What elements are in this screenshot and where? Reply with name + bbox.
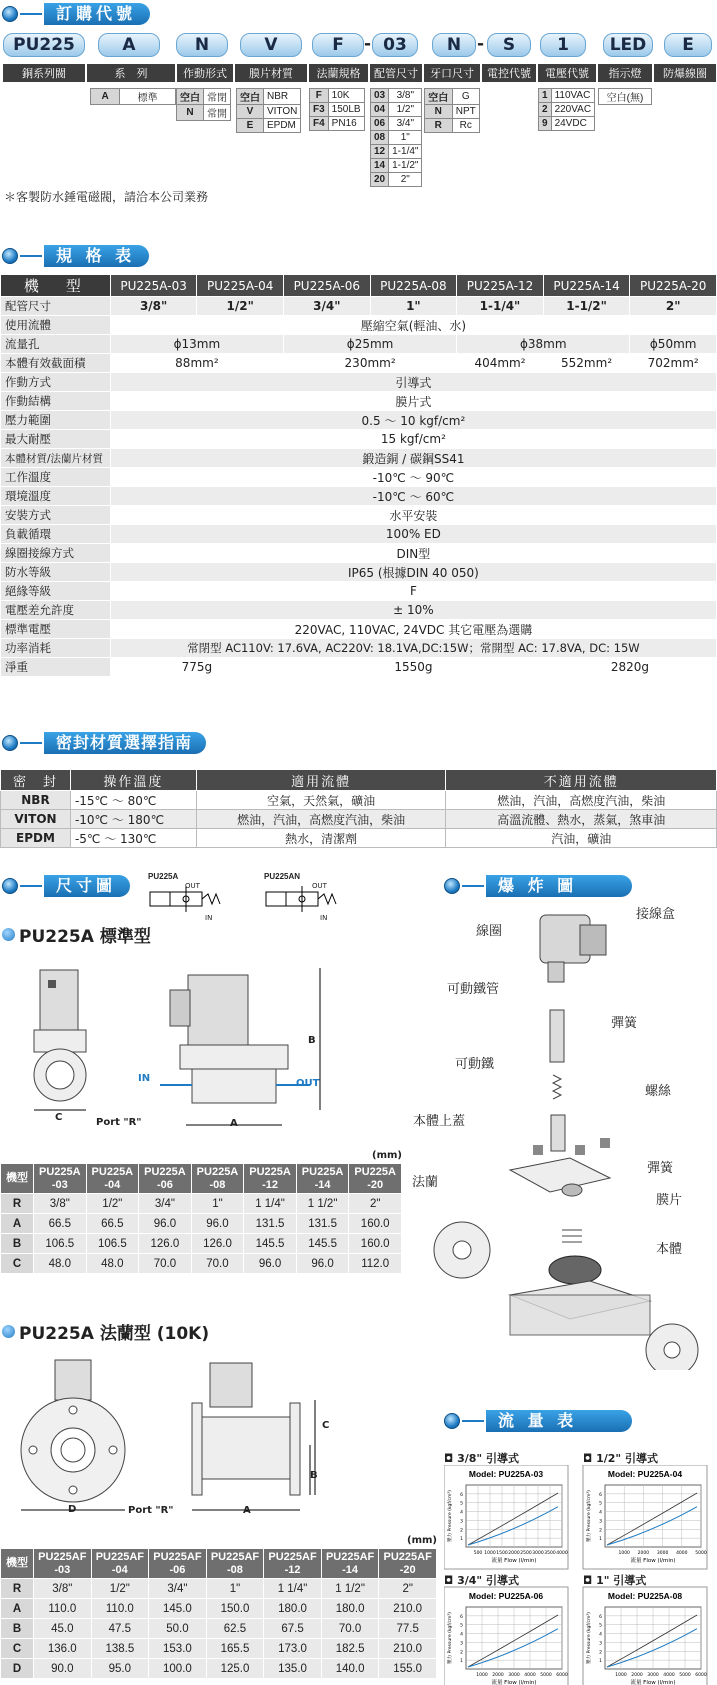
code-pipe: 03 (372, 33, 418, 57)
flow-xtick: 3500 (544, 1551, 556, 1556)
flow-ytick: 3 (599, 1641, 602, 1647)
flow-ytick: 6 (460, 1492, 463, 1498)
dimension-section-header (2, 875, 130, 897)
flow-chart-2-heading: ◘ 1/2" 引導式 (583, 1452, 658, 1465)
code-series: A (98, 33, 160, 57)
hdr-flange: 法蘭規格 (309, 64, 368, 82)
flow-xtick: 2500 (520, 1551, 532, 1556)
hdr-pipe: 配管尺寸 (370, 64, 422, 82)
bullet-icon (2, 1325, 15, 1338)
option-voltage: 1 110VAC 2 220VAC 9 24VDC (538, 88, 595, 131)
flow-chart-4-heading: ◘ 1" 引導式 (583, 1574, 647, 1587)
flow-xtick: 6000 (695, 1673, 707, 1678)
flow-ylabel: 壓力 Pressure (kgf/cm²) (587, 1490, 592, 1542)
symbol-label-an: PU225AN (264, 872, 301, 881)
flow-title: 流 量 表 (486, 1410, 632, 1432)
code-thread: N (432, 33, 476, 57)
hdr-action: 作動形式 (177, 64, 233, 82)
flow-ytick: 1 (460, 1537, 463, 1543)
flow-xtick: 5000 (540, 1673, 552, 1678)
flow-xtick: 4000 (556, 1551, 568, 1556)
code-led: LED (603, 33, 653, 57)
order-title: 訂購代號 (44, 3, 150, 25)
flow-ytick: 6 (460, 1614, 463, 1620)
bullet-icon (2, 248, 18, 264)
hdr-voltage: 電壓代號 (538, 64, 596, 82)
code-series-base: PU225 (3, 33, 85, 57)
hdr-led: 指示燈 (598, 64, 652, 82)
exploded-view-drawing (410, 900, 717, 1370)
bullet-icon (2, 878, 18, 894)
flow-xtick: 5000 (695, 1551, 707, 1556)
flow-ylabel: 壓力 Pressure (kgf/cm²) (448, 1490, 453, 1542)
flow-ytick: 5 (460, 1623, 463, 1629)
flow-ytick: 1 (460, 1659, 463, 1665)
flow-ytick: 6 (599, 1614, 602, 1620)
code-control: S (487, 33, 531, 57)
hdr-explosion: 防爆線圈 (654, 64, 716, 82)
option-pipe: 03 3/8" 04 1/2" 06 3/4" 08 1" 12 1-1/4" 14 1-1/2" 20 2" (370, 88, 422, 187)
flow-xtick: 5000 (679, 1673, 691, 1678)
flow-ytick: 2 (460, 1528, 463, 1534)
flow-ytick: 5 (460, 1501, 463, 1507)
flow-xtick: 2000 (631, 1673, 643, 1678)
spec-table: 機 型 PU225A-03 PU225A-04 PU225A-06 PU225A-08 PU225A-12 PU225A-14 PU225A-20 配管尺寸 3/8" 1/2" 3/4" 1" 1-1/4" 1-1/2" 2" 使用流體 壓縮空氣(輕油、水) 流量孔 ϕ13mm ϕ25mm ϕ38mm ϕ50mm 本體有效截面積 88mm² 230mm² 404mm² 552mm² 702mm² 作動方式 引導式 作動結構 膜片式 壓力範圍 0.5 ～ 10 kgf/cm² 最大耐壓 15 kgf/cm² 本體材質/法蘭片材質 鍛造銅 / 碳鋼SS41 工作溫度 -10℃ ～ 90℃ 環境溫度 -10℃ ～ 60℃ 安裝方式 水平安裝 負載循環 100% ED 線圈接線方式 DIN型 防水等級 IP65 (根據DIN 40 050) 絕緣等級 F 電壓差允許度 ± 10% 標準電壓 220VAC, 110VAC, 24VDC 其它電壓為選購 功率消耗 常閉型 AC110V: 17.6VA, AC220V: 18.1VA,DC:15W；常開型 AC: 17.8VA, DC: 15W 淨重 775g 1550g 2820g (0, 274, 717, 677)
flow-section-header (444, 1410, 632, 1432)
flow-chart-3-heading: ◘ 3/4" 引導式 (444, 1574, 519, 1587)
flow-chart-model: Model: PU225A-08 (607, 1591, 683, 1601)
dimension-title: 尺寸圖 (44, 875, 130, 897)
flow-xtick: 3000 (532, 1551, 544, 1556)
flow-ytick: 4 (599, 1510, 602, 1516)
flow-ylabel: 壓力 Pressure (kgf/cm²) (448, 1612, 453, 1664)
flow-xtick: 4000 (676, 1551, 688, 1556)
option-diaphragm: 空白 NBR V VITON E EPDM (236, 88, 301, 133)
std-valve-drawing (20, 960, 365, 1140)
flow-xtick: 2000 (492, 1673, 504, 1678)
flow-ytick: 4 (599, 1632, 602, 1638)
flow-ytick: 5 (599, 1623, 602, 1629)
code-explosion: E (664, 33, 712, 57)
flow-ytick: 3 (460, 1641, 463, 1647)
flow-xtick: 4000 (524, 1673, 536, 1678)
flow-xtick: 1000 (618, 1551, 630, 1556)
flow-xtick: 1500 (496, 1551, 508, 1556)
option-thread: 空白 G N NPT R Rc (424, 88, 480, 133)
std-type-title: PU225A 標準型 (2, 922, 151, 947)
hdr-control: 電控代號 (482, 64, 536, 82)
flow-ytick: 1 (599, 1537, 602, 1543)
spec-title: 規 格 表 (44, 245, 149, 267)
option-led: 空白(無) (598, 88, 652, 105)
flow-ytick: 4 (460, 1632, 463, 1638)
flow-xlabel: 流量 Flow (l/min) (491, 1680, 537, 1685)
flow-charts (444, 1465, 714, 1685)
hdr-thread: 牙口尺寸 (424, 64, 480, 82)
symbol-label-a: PU225A (148, 872, 179, 881)
flow-xtick: 1000 (484, 1551, 496, 1556)
flow-xlabel: 流量 Flow (l/min) (630, 1558, 676, 1564)
flow-xtick: 500 (473, 1551, 483, 1556)
flange-type-title: PU225A 法蘭型 (10K) (2, 1319, 209, 1344)
custom-note: ＊客製防水錘電磁閥，請洽本公司業務 (4, 190, 209, 204)
bullet-icon (444, 1413, 460, 1429)
code-diaphragm: V (240, 33, 302, 57)
flow-xtick: 3000 (508, 1673, 520, 1678)
flow-chart-1-heading: ◘ 3/8" 引導式 (444, 1452, 519, 1465)
std-dimension-table: 機型 PU225A -03 PU225A -04 PU225A -06 PU225A -08 PU225A -12 PU225A -14 PU225A -20 R 3/8" 1/2" 3/4" 1" 1 1/4" 1 1/2" 2" A 66.5 66.5 96.0 96.0 131.5 131.5 160.0 B 106.5 106.5 126.0 126.0 145.5 145.5 160.0 C 48.0 48.0 70.0 70.0 96.0 96.0 112.0 (0, 1163, 402, 1274)
flow-ytick: 2 (599, 1650, 602, 1656)
flow-ytick: 5 (599, 1501, 602, 1507)
flow-xtick: 6000 (556, 1673, 568, 1678)
code-action: N (176, 33, 228, 57)
flow-chart-model: Model: PU225A-04 (607, 1469, 683, 1479)
exploded-section-header (444, 875, 632, 897)
flow-ytick: 4 (460, 1510, 463, 1516)
option-action: 空白 常閉 N 常開 (176, 88, 231, 121)
flow-xtick: 2000 (508, 1551, 520, 1556)
flange-valve-drawing (10, 1355, 355, 1520)
seal-title: 密封材質選擇指南 (44, 732, 206, 754)
flow-xlabel: 流量 Flow (l/min) (630, 1680, 676, 1685)
exploded-title: 爆 炸 圖 (486, 875, 632, 897)
option-flange: F 10K F3 150LB F4 PN16 (309, 88, 365, 131)
flow-chart-model: Model: PU225A-06 (468, 1591, 544, 1601)
code-flange: F (312, 33, 364, 57)
bullet-icon (444, 878, 460, 894)
spec-section-header (2, 245, 149, 267)
bullet-icon (2, 928, 15, 941)
order-section-header (2, 3, 150, 25)
seal-table: 密 封 操作溫度 適用流體 不適用流體 NBR -15℃ ～ 80℃ 空氣，天然氣，礦油 燃油，汽油，高燃度汽油，柴油 VITON -10℃ ～ 180℃ 燃油，汽油，高燃度汽油，柴油 高溫流體、熱水，蒸氣，煞車油 EPDM -5℃ ～ 130℃ 熱水，清潔劑 汽油，礦油 (0, 769, 717, 848)
bullet-icon (2, 6, 18, 22)
flow-xtick: 4000 (663, 1673, 675, 1678)
flow-xtick: 1000 (615, 1673, 627, 1678)
flow-chart-model: Model: PU225A-03 (468, 1469, 544, 1479)
flow-ytick: 2 (460, 1650, 463, 1656)
flow-xtick: 3000 (647, 1673, 659, 1678)
seal-section-header (2, 732, 206, 754)
flow-ytick: 2 (599, 1528, 602, 1534)
flow-ytick: 3 (599, 1519, 602, 1525)
code-voltage: 1 (540, 33, 586, 57)
flow-ylabel: 壓力 Pressure (kgf/cm²) (587, 1612, 592, 1664)
hdr-series: 系 列 (87, 64, 175, 82)
flow-ytick: 3 (460, 1519, 463, 1525)
flow-xtick: 1000 (476, 1673, 488, 1678)
flow-xlabel: 流量 Flow (l/min) (491, 1558, 537, 1564)
flow-xtick: 3000 (656, 1551, 669, 1556)
flow-ytick: 6 (599, 1492, 602, 1498)
flow-xtick: 2000 (637, 1551, 650, 1556)
bullet-icon (2, 735, 18, 751)
flange-dimension-table: 機型 PU225AF -03 PU225AF -04 PU225AF -06 PU225AF -08 PU225AF -12 PU225AF -14 PU225AF -20 R 3/8" 1/2" 3/4" 1" 1 1/4" 1 1/2" 2" A 110.0 110.0 145.0 150.0 180.0 180.0 210.0 B 45.0 47.5 50.0 62.5 67.5 70.0 77.5 C 136.0 138.5 153.0 165.5 173.0 182.5 210.0 D 90.0 95.0 100.0 125.0 135.0 140.0 155.0 (0, 1548, 437, 1679)
hdr-diaphragm: 膜片材質 (235, 64, 307, 82)
hdr-base: 銅系列閥 (3, 64, 85, 82)
option-series: A 標準 (90, 88, 176, 105)
flow-ytick: 1 (599, 1659, 602, 1665)
